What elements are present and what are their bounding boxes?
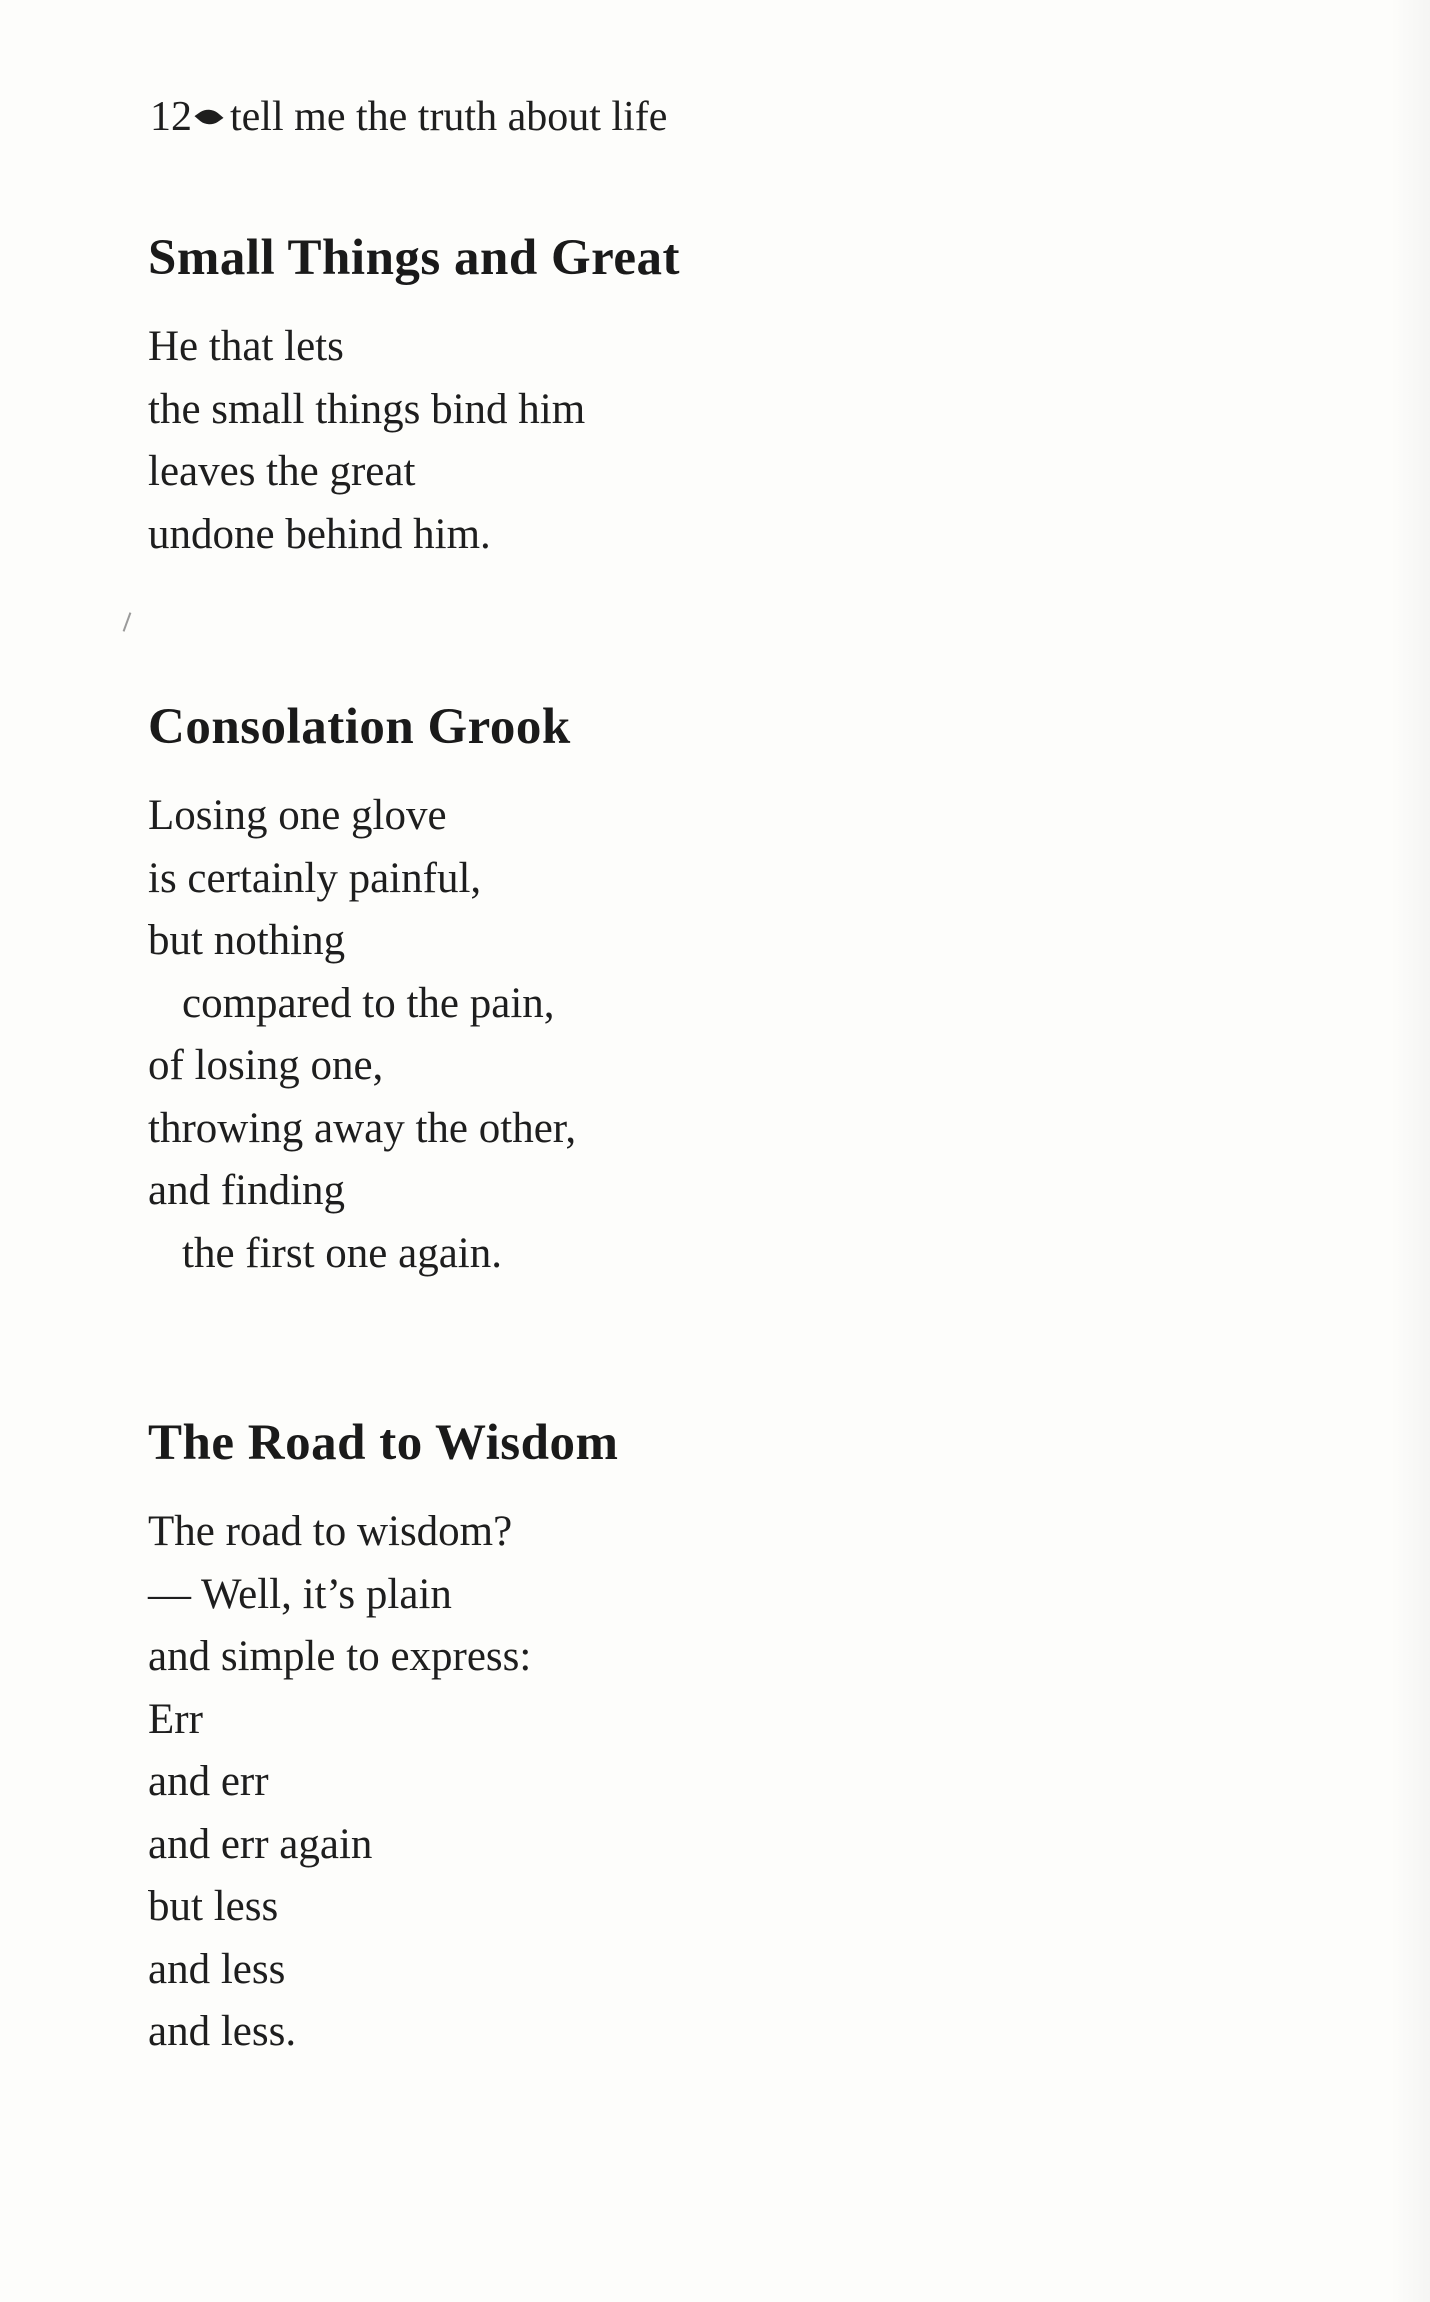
poem-small-things-and-great: [148, 228, 1048, 566]
book-title: tell me the truth about life: [230, 94, 668, 140]
poem-title: The Road to Wisdom: [148, 1415, 619, 1471]
poem-line: and err again: [148, 1820, 373, 1868]
poem-line: throwing away the other,: [148, 1104, 577, 1152]
poem-line: and less.: [148, 2008, 297, 2055]
poem-line: of losing one,: [148, 1042, 384, 1089]
running-head: [150, 92, 667, 142]
poem-line: and simple to express:: [148, 1633, 532, 1680]
poem-line: The road to wisdom?: [148, 1508, 513, 1555]
poem-line: compared to the pain,: [182, 979, 555, 1027]
poem-line: undone behind him.: [148, 510, 491, 558]
poem-line: — Well, it’s plain: [148, 1570, 452, 1618]
poem-line: and err: [148, 1758, 269, 1805]
poem-the-road-to-wisdom: [148, 1413, 1048, 2064]
poem-line: the first one again.: [182, 1229, 503, 1277]
poem-line: but less: [148, 1883, 279, 1930]
poem-consolation-grook: [148, 697, 1048, 1285]
poem-line: Err: [148, 1695, 203, 1743]
poem-line: but nothing: [148, 917, 346, 964]
poem-title: Small Things and Great: [148, 230, 681, 286]
poem-body: [148, 785, 1048, 1285]
poem-body: [148, 1501, 1048, 2064]
poem-line: He that lets: [148, 323, 344, 370]
poem-line: and less: [148, 1945, 286, 1993]
poem-line: the small things bind him: [148, 385, 586, 433]
poem-line: is certainly painful,: [148, 854, 482, 902]
page-number: 12: [150, 94, 192, 140]
poem-line: leaves the great: [148, 448, 416, 495]
stray-mark: [123, 612, 132, 631]
page-edge-shadow: [1390, 0, 1430, 2302]
poem-body: [148, 316, 1048, 566]
poem-line: Losing one glove: [148, 792, 447, 839]
leaf-ornament-icon: [194, 106, 223, 128]
poem-line: and finding: [148, 1167, 346, 1214]
poem-title: Consolation Grook: [148, 699, 571, 755]
